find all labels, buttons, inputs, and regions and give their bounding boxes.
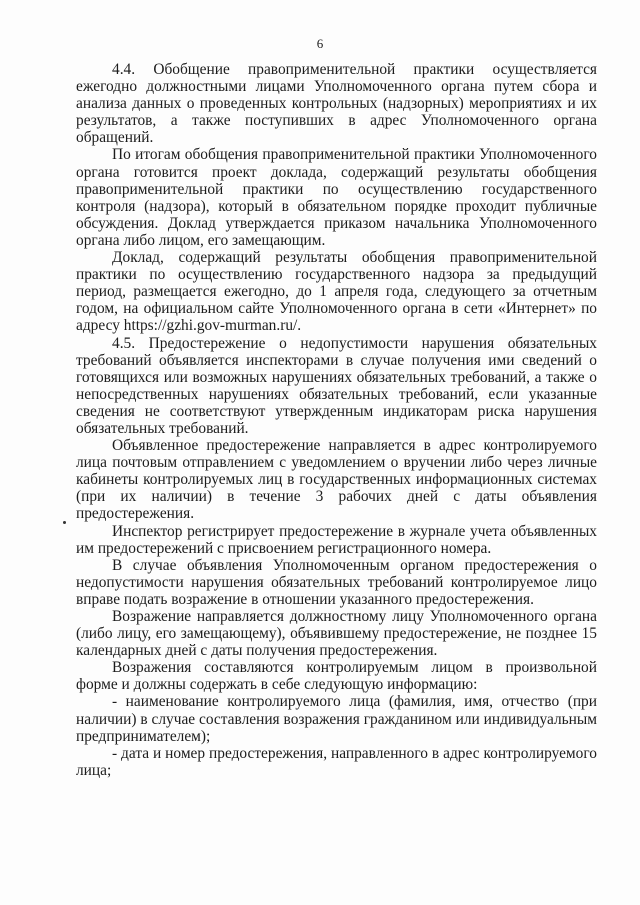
list-item-controlled-person-name: - наименование контролируемого лица (фамилия, имя, отчество (при наличии) в случае составления возражения гражданином или индивидуальным предпринимателем);: [76, 693, 597, 745]
paragraph-objection-content: Возражения составляются контролируемым лицом в произвольной форме и должны содержать в себе следующую информацию:: [76, 659, 597, 694]
scan-speck: [63, 521, 66, 524]
paragraph-warning-delivery: Объявленное предостережение направляется в адрес контролируемого лица почтовым отправлением с уведомлением о вручении либо через личные кабинеты контролируемых лиц в государственных информационных системах (при их наличии) в течение 3 рабочих дней с даты объявления предостережения.: [76, 437, 597, 523]
paragraph-warning-registration: Инспектор регистрирует предостережение в журнале учета объявленных им предостережений с присвоением регистрационного номера.: [76, 522, 597, 557]
paragraph-objection-deadline: Возражение направляется должностному лицу Уполномоченного органа (либо лицу, его замещающему), объявившему предостережение, не позднее 15 календарных дней с даты получения предостережения.: [76, 608, 597, 660]
paragraph-objection-right: В случае объявления Уполномоченным органом предостережения о недопустимости нарушения обязательных требований контролируемое лицо вправе подать возражение в отношении указанного предостережения.: [76, 556, 597, 608]
paragraph-4-4: 4.4. Обобщение правоприменительной практики осуществляется ежегодно должностными лицами Уполномоченного органа путем сбора и анализа данных о проведенных контрольных (надзорных) мероприятиях и их результатов, а также поступивших в адрес Уполномоченного органа обращений.: [76, 61, 597, 147]
paragraph-4-5: 4.5. Предостережение о недопустимости нарушения обязательных требований объявляется инспекторами в случае получения ими сведений о готовящихся или возможных нарушениях обязательных требований, а также о непосредственных нарушениях обязательных требований, если указанные сведения не соответствуют утвержденным индикаторам риска нарушения обязательных требований.: [76, 334, 597, 437]
document-body: [76, 61, 597, 779]
page-number: 6: [316, 36, 324, 51]
list-item-warning-date-number: - дата и номер предостережения, направленного в адрес контролируемого лица;: [76, 744, 597, 779]
paragraph-report-preparation: По итогам обобщения правоприменительной практики Уполномоченного органа готовится проект доклада, содержащий результаты обобщения правоприменительной практики по осуществлению государственного контроля (надзора), который в обязательном порядке проходит публичные обсуждения. Доклад утверждается приказом начальника Уполномоченного органа либо лицом, его замещающим.: [76, 146, 597, 249]
paragraph-report-publication: Доклад, содержащий результаты обобщения правоприменительной практики по осуществлению государственного надзора за предыдущий период, размещается ежегодно, до 1 апреля года, следующего за отчетным годом, на официальном сайте Уполномоченного органа в сети «Интернет» по адресу https://gzhi.gov-murman.ru/.: [76, 249, 597, 335]
